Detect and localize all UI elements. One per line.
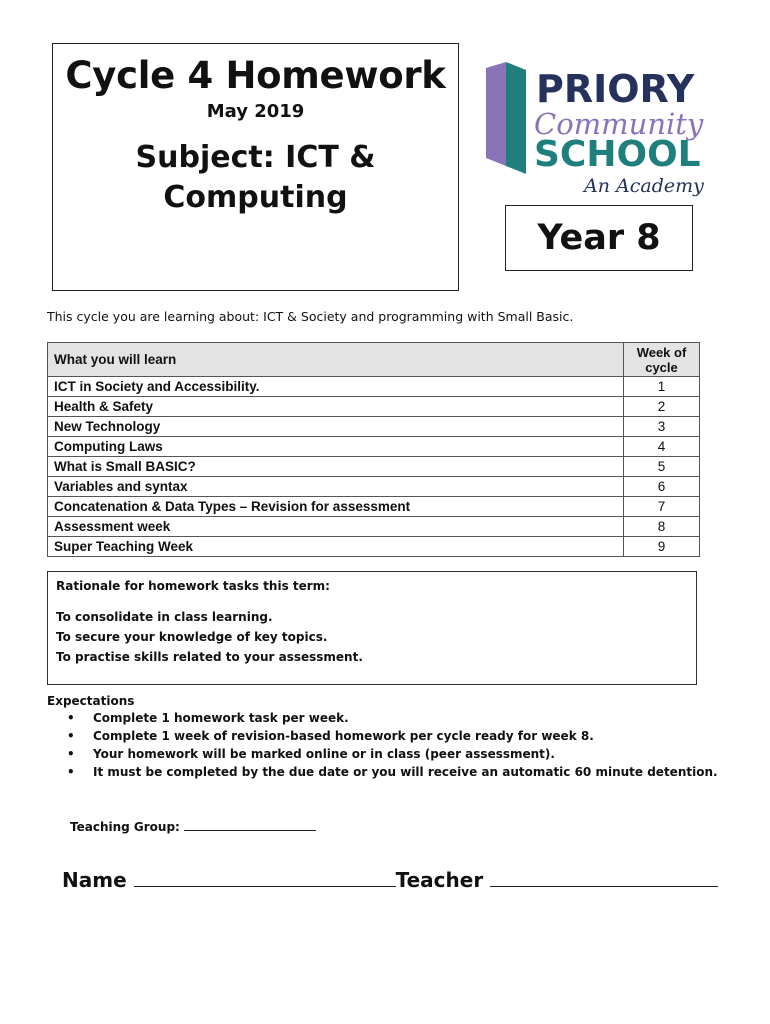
table-row [48,477,700,497]
expectation-text: It must be completed by the due date or you will receive an automatic 60 minute detention. [93,765,718,779]
year-badge: Year 8 [505,205,693,271]
logo-text-academy: An Academy [584,175,704,197]
expectation-text: Complete 1 homework task per week. [93,711,349,725]
week-cell: 2 [624,397,700,417]
table-row [48,537,700,557]
table-header-row [48,343,700,377]
topic-cell: Variables and syntax [48,477,624,497]
intro-text: This cycle you are learning about: ICT & Society and programming with Small Basic. [47,309,574,324]
logo-door-teal [506,62,526,174]
table-row [48,457,700,477]
expectations-section [47,694,718,783]
table-row [48,517,700,537]
school-logo [484,58,704,202]
topic-cell: Computing Laws [48,437,624,457]
expectation-text: Complete 1 week of revision-based homework per cycle ready for week 8. [93,729,594,743]
topic-cell: What is Small BASIC? [48,457,624,477]
topic-cell: New Technology [48,417,624,437]
expectations-heading: Expectations [47,694,135,708]
learning-table [47,342,700,557]
table-row [48,497,700,517]
rationale-line: To secure your knowledge of key topics. [56,630,328,644]
table-row [48,377,700,397]
week-cell: 7 [624,497,700,517]
page-title: Cycle 4 Homework [65,54,446,97]
title-box [52,43,459,291]
table-row [48,417,700,437]
bullet-icon: • [67,711,75,725]
logo-text-community: Community [534,107,704,141]
topic-cell: ICT in Society and Accessibility. [48,377,624,397]
header-week: Week of cycle [624,343,700,377]
name-field[interactable] [134,868,396,887]
topic-cell: Health & Safety [48,397,624,417]
list-item [47,747,718,765]
date-label: May 2019 [206,101,305,122]
logo-text-priory: PRIORY [536,67,695,111]
week-cell: 8 [624,517,700,537]
list-item [47,765,718,783]
teacher-field[interactable] [490,868,718,887]
rationale-line: To practise skills related to your assessment. [56,650,363,664]
week-cell: 1 [624,377,700,397]
week-cell: 6 [624,477,700,497]
week-cell: 4 [624,437,700,457]
bullet-icon: • [67,765,75,779]
expectation-text: Your homework will be marked online or in class (peer assessment). [93,747,555,761]
rationale-heading: Rationale for homework tasks this term: [56,579,330,593]
table-row [48,397,700,417]
logo-text-school: SCHOOL [534,134,701,175]
logo-door-purple [486,62,506,166]
header-topic: What you will learn [48,343,624,377]
list-item [47,711,718,729]
subject-label: Subject: ICT & Computing [135,140,376,215]
signature-row [62,868,718,892]
bullet-icon: • [67,747,75,761]
bullet-icon: • [67,729,75,743]
topic-cell: Concatenation & Data Types – Revision for assessment [48,497,624,517]
topic-cell: Assessment week [48,517,624,537]
teaching-group [70,818,316,834]
list-item [47,729,718,747]
teaching-group-field[interactable] [184,818,316,831]
week-cell: 5 [624,457,700,477]
teaching-group-label: Teaching Group: [70,820,180,834]
topic-cell: Super Teaching Week [48,537,624,557]
name-label: Name [62,868,127,892]
teacher-label: Teacher [395,868,484,892]
expectations-list [47,711,718,783]
week-cell: 3 [624,417,700,437]
week-cell: 9 [624,537,700,557]
table-row [48,437,700,457]
rationale-box [47,571,697,685]
rationale-line: To consolidate in class learning. [56,610,273,624]
